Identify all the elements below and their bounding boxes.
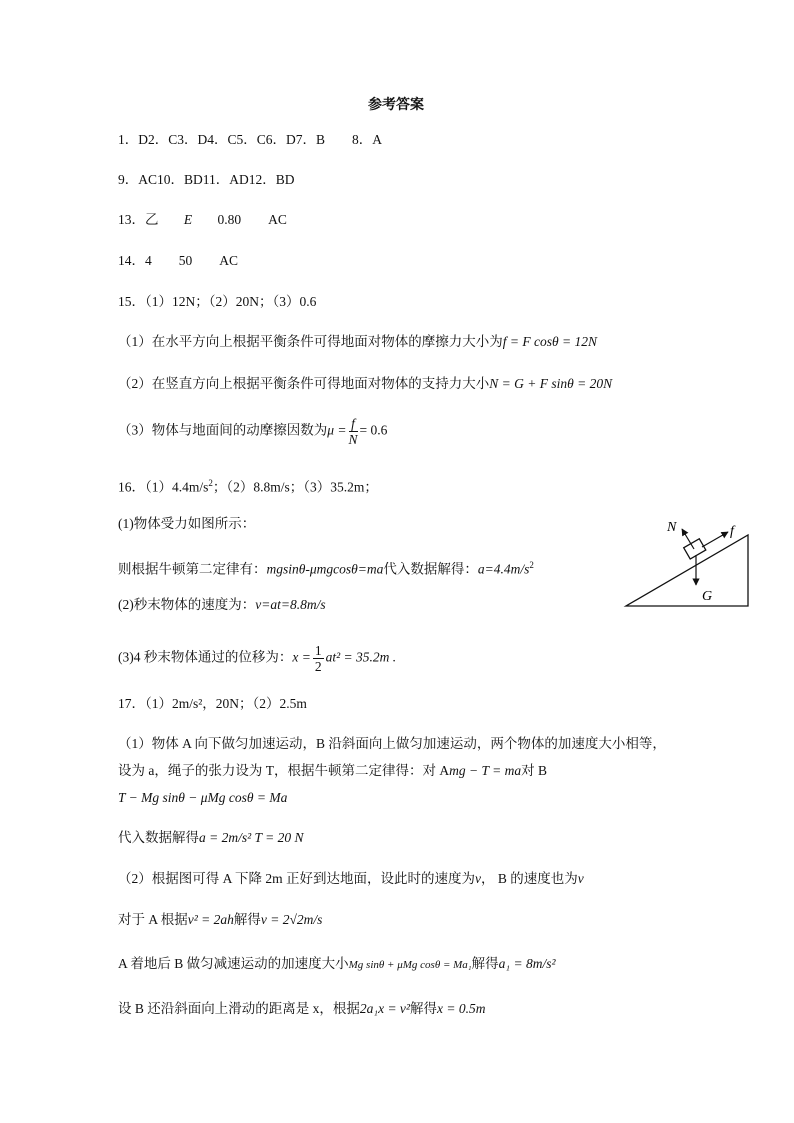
q16-part4-x: x = <box>292 649 311 665</box>
q17-part2-line1 <box>118 870 584 888</box>
q17-p2l2-text-a: 对于 A 根据 <box>118 912 188 927</box>
q15-part3-text: （3）物体与地面间的动摩擦因数为 <box>118 422 328 438</box>
q16-part2-result: a=4.4m/s <box>477 561 530 577</box>
q17-line2-formula: mg − T = ma <box>449 763 522 778</box>
q15-fraction-denominator: N <box>348 432 358 447</box>
q17-part1-line1: （1）物体 A 向下做匀加速运动，B 沿斜面向上做匀加速运动，两个物体的加速度大小相等， <box>118 736 666 751</box>
answer-line-16 <box>118 474 378 497</box>
q17-part1-line3: T − Mg sinθ − μMg cosθ = Ma <box>118 790 288 805</box>
answer-16-sup: 2 <box>208 478 213 488</box>
q15-part2-text: （2）在竖直方向上根据平衡条件可得地面对物体的支持力大小 <box>118 376 490 391</box>
q17-p2-v2: v <box>577 871 584 886</box>
answer-line-9: 9．AC10．BD11．AD12．BD <box>118 172 295 187</box>
q15-part3-fraction <box>349 416 358 447</box>
q17-part2-line4 <box>118 1000 485 1018</box>
q15-part1-text: （1）在水平方向上根据平衡条件可得地面对物体的摩擦力大小为 <box>118 334 503 349</box>
q16-part2-mid: 代入数据解得： <box>383 561 478 577</box>
q17-line2-end: 对 B <box>521 763 547 778</box>
q17-part1-line4 <box>118 829 304 847</box>
q17-part1-line2 <box>118 762 547 780</box>
label-f: f <box>730 524 734 539</box>
q17-p2l4-text-a: 设 B 还沿斜面向上滑动的距离是 x，根据 <box>118 1001 360 1016</box>
answer-line-1: 1．D2．C3．D4．C5．C6．D7．B 8．A <box>118 132 383 147</box>
q17-p2l4-text-b: 解得 <box>409 1001 437 1016</box>
q16-part1: (1)物体受力如图所示： <box>118 516 256 531</box>
friction-force-arrow <box>702 532 728 547</box>
answer-line-17: 17．（1）2m/s²，20N；（2）2.5m <box>118 696 307 711</box>
q15-part3 <box>118 416 387 447</box>
label-G: G <box>702 589 713 604</box>
answer-16-part-b: ；（2）8.8m/s；（3）35.2m； <box>212 479 378 495</box>
q17-p2l3-text-b: 解得 <box>471 956 499 971</box>
q17-line4-formula: a = 2m/s² T = 20 N <box>199 830 304 845</box>
q17-p2-text-b: ， B 的速度也为 <box>481 871 578 886</box>
q15-part3-mu: μ = <box>327 422 347 438</box>
answer-16-part-a: 16．（1）4.4m/s <box>118 479 209 495</box>
answer-13-symbol: E <box>183 212 193 227</box>
q16-part2 <box>118 556 534 579</box>
q16-part4-fraction <box>313 643 324 674</box>
q16-part3 <box>118 596 326 614</box>
q17-p2l3-text-a: A 着地后 B 做匀减速运动的加速度大小 <box>118 956 349 971</box>
answer-13-values: 0.80 AC <box>217 212 287 227</box>
q17-p2l2-formula: v² = 2ah <box>187 912 234 927</box>
q17-line4-text: 代入数据解得 <box>118 830 199 845</box>
q16-part2-formula: mgsinθ-μmgcosθ=ma <box>266 561 384 577</box>
answer-13-choice: 13．乙 <box>118 212 159 227</box>
answer-line-15: 15．（1）12N；（2）20N；（3）0.6 <box>118 294 317 309</box>
q17-p2l3-result: a₁ = 8m/s² <box>498 956 556 971</box>
q15-part2-formula: N = G + F sinθ = 20N <box>489 376 613 391</box>
answer-line-14: 14．4 50 AC <box>118 253 239 268</box>
q15-part1 <box>118 333 597 351</box>
q16-fraction-numerator: 1 <box>314 643 322 658</box>
q15-part2 <box>118 375 612 393</box>
q16-part2-sup: 2 <box>529 560 534 570</box>
q16-part4-text: (3)4 秒末物体通过的位移为： <box>118 649 293 665</box>
q15-fraction-numerator: f <box>349 416 358 432</box>
q16-part3-text: (2)秒末物体的速度为： <box>118 597 256 612</box>
q16-part4-result: at² = 35.2m . <box>325 649 397 665</box>
q17-p2-text-a: （2）根据图可得 A 下降 2m 正好到达地面，设此时的速度为 <box>118 871 476 886</box>
q16-fraction-denominator: 2 <box>314 659 322 674</box>
answer-line-13 <box>118 211 287 229</box>
force-diagram <box>620 515 755 610</box>
q17-part2-line2 <box>118 911 322 929</box>
q17-p2l2-result: v = 2√2m/s <box>260 912 323 927</box>
q15-part3-result: = 0.6 <box>359 422 388 438</box>
block <box>684 539 706 559</box>
q16-part4 <box>118 643 396 674</box>
q17-p2l2-text-b: 解得 <box>233 912 261 927</box>
q17-p2-v1: v <box>475 871 482 886</box>
q17-part2-line3 <box>118 955 556 974</box>
q17-line2-text: 设为 a，绳子的张力设为 T，根据牛顿第二定律得：对 A <box>118 763 450 778</box>
q17-p2l3-formula: Mg sinθ + μMg cosθ = Ma₁ <box>348 959 472 971</box>
q16-part3-formula: v=at=8.8m/s <box>255 597 326 612</box>
q17-p2l4-result: x = 0.5m <box>436 1001 486 1016</box>
q15-part1-formula: f = F cosθ = 12N <box>502 334 597 349</box>
q16-part2-text: 则根据牛顿第二定律有： <box>118 561 267 577</box>
label-N: N <box>667 520 677 535</box>
q17-p2l4-formula: 2a₁x = v² <box>359 1001 410 1016</box>
page-title: 参考答案 <box>368 97 424 113</box>
